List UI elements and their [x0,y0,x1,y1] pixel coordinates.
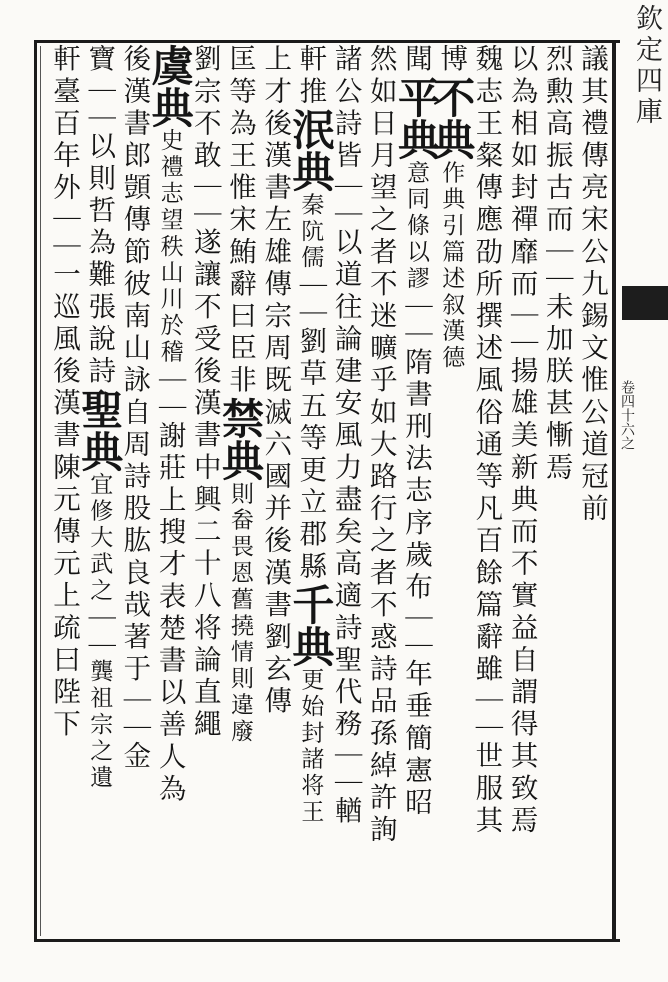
frame-bottom-line [34,939,620,942]
text-column [145,44,195,806]
text-segment: 烈勲高振古而 [540,44,573,237]
text-segment: 輶 [329,796,362,829]
annotation-text: 宜修大武之 [86,471,113,604]
repeat-mark: ｜｜ [153,365,186,421]
text-segment: 後漢書劉玄傳 [259,525,292,719]
text-segment: 寶 [83,44,116,77]
text-segment: 軒臺百年外 [48,44,80,205]
text-segment: 劉草五等更立郡縣 [294,326,327,584]
repeat-mark: ｜｜ [294,271,327,327]
text-segment: 劉宗不敢 [188,44,221,173]
text-segment: 諸公詩皆 [329,44,362,173]
text-segment: 後漢書陳元傳元上疏曰陛下 [48,355,80,742]
text-segment: 金 [118,741,151,774]
repeat-mark: ｜｜ [400,292,432,348]
entry-heading: 平典 [392,76,441,161]
repeat-mark: ｜｜ [83,76,116,132]
text-column [75,44,125,791]
text-segment: 遂讓不受 [188,227,221,356]
frame-top-line [34,40,620,43]
entry-heading: 不典 [427,76,477,161]
annotation-text: 作典引篇述叙漢德 [438,160,465,372]
annotation-text: 史禮志望秩山川於稽 [156,128,183,366]
repeat-mark: ｜｜ [400,603,432,659]
text-segment: 隋書刑法志序歲布 [400,347,432,604]
text-segment: 以為相如封禪靡而 [505,44,538,301]
annotation-text: 則畚畏恩舊撓情則違廢 [227,481,253,746]
text-segment: 匡等為王惟宋鮪辭曰臣非 [224,44,256,398]
text-segment: 以道往論建安風力盡矣高適詩聖代務 [329,227,362,742]
annotation-text: 龔祖宗之遺 [86,658,113,791]
text-segment: 後漢書郎顗傳節彼南山詠自周詩股肱良哉著于 [118,44,151,686]
repeat-mark: ｜｜ [83,603,116,659]
entry-heading: 聖典 [75,387,125,472]
text-column [44,44,84,741]
repeat-mark: ｜｜ [329,741,362,797]
page-tab-mark [622,286,668,320]
repeat-mark: ｜｜ [118,686,151,741]
annotation-text: 意同條以謬 [403,160,429,293]
text-column [537,44,577,484]
annotation-text: 秦阬儒 [297,192,324,272]
text-segment: 議其禮傳亮宋公九錫文惟公道冠前 [576,44,608,526]
text-segment: 後漢書中興二十八将論直繩 [188,355,221,742]
text-segment: 軒推 [294,44,327,109]
repeat-mark: ｜｜ [48,204,80,260]
text-column [466,44,506,837]
repeat-mark: ｜｜ [470,686,503,741]
text-segment: 魏志王粲傳應劭所撰述風俗通等凡百餘篇辭雖 [470,44,503,686]
text-column [392,44,441,820]
text-segment: 一巡風 [48,259,80,356]
repeat-mark: ｜｜ [505,300,538,356]
entry-heading: 虞典 [145,44,195,128]
text-segment: 聞 [400,44,432,77]
frame-right-line [612,40,616,942]
annotation-text: 更始封諸将王 [297,667,324,826]
text-segment: 後漢書左雄傳宗周既滅六國并 [259,108,292,526]
text-segment: 謝莊上搜才表楚書以善人為 [153,420,186,806]
frame-left-line [34,40,37,942]
text-column [185,44,225,741]
text-segment: 未加朕甚慚焉 [540,291,573,485]
text-segment: 上才 [259,44,292,109]
text-column [572,44,612,526]
repeat-mark: ｜｜ [329,172,362,228]
top-right-edge-text: 欽定四庫 [631,4,662,128]
margin-label: 卷四十六之 [619,380,635,450]
text-segment: 世服其 [470,741,503,838]
entry-heading: 泯典 [286,108,336,193]
text-column [255,44,295,718]
text-segment: 博 [435,44,468,77]
text-column [502,44,542,837]
text-segment: 以則哲為難張說詩 [83,131,116,388]
repeat-mark: ｜｜ [540,236,573,292]
text-column [361,44,401,847]
entry-heading: 禁典 [216,397,265,482]
text-segment: 揚雄美新典而不實益自謂得其致焉 [505,355,538,838]
text-segment: 然如日月望之者不迷曠乎如大路行之者不惑詩品孫綽許詢 [364,44,397,847]
text-column [286,44,336,826]
repeat-mark: ｜｜ [188,172,221,228]
text-column [216,44,265,746]
entry-heading: 千典 [286,583,336,668]
text-segment: 年垂簡憲昭 [400,658,432,820]
frame-inner-line [40,46,41,936]
